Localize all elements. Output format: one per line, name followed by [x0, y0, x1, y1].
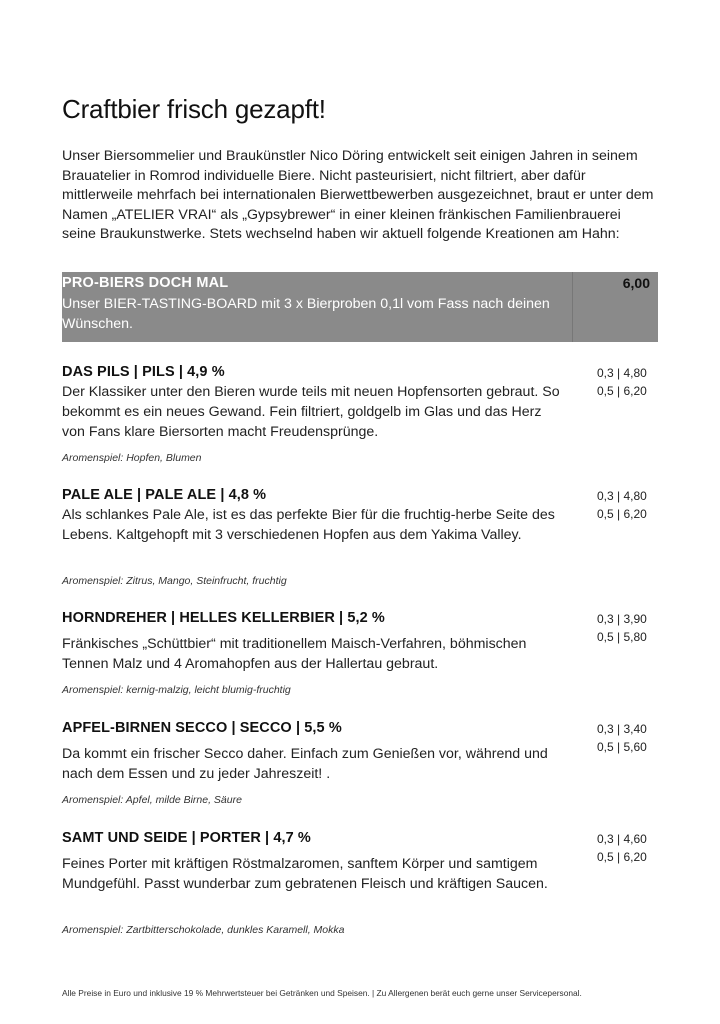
item-description: Der Klassiker unter den Bieren wurde teils mit neuen Hopfensorten gebraut. So bekommt es ein neues Gewand. Fein filtriert, goldgelb im Glas und das Herz von Fans klare Biersorten macht Freudensprünge.	[62, 384, 560, 440]
footer-note: Alle Preise in Euro und inklusive 19 % Mehrwertsteuer bei Getränken und Speisen. | Zu Allergenen berät euch gerne unser Servicepersonal.	[62, 988, 582, 998]
price-large: 0,5 | 6,20	[597, 850, 647, 864]
item-aroma: Aromenspiel: Apfel, milde Birne, Säure	[62, 794, 242, 806]
item-prices	[597, 487, 667, 523]
tasting-board-highlight	[62, 272, 658, 342]
item-aroma: Aromenspiel: Hopfen, Blumen	[62, 452, 202, 464]
price-small: 0,3 | 3,40	[597, 722, 647, 736]
price-large: 0,5 | 5,60	[597, 740, 647, 754]
item-name: PALE ALE | PALE ALE | 4,8 %	[62, 487, 267, 503]
item-aroma: Aromenspiel: kernig-malzig, leicht blumig-fruchtig	[62, 684, 291, 696]
item-prices	[597, 830, 667, 866]
item-aroma: Aromenspiel: Zartbitterschokolade, dunkles Karamell, Mokka	[62, 924, 345, 936]
page-title: Craftbier frisch gezapft!	[62, 94, 326, 124]
price-small: 0,3 | 4,80	[597, 489, 647, 503]
item-description: Fränkisches „Schüttbier“ mit traditionellem Maisch-Verfahren, böhmischen Tennen Malz und 4 Aromahopfen aus der Hallertau gebraut.	[62, 636, 527, 672]
item-description: Da kommt ein frischer Secco daher. Einfach zum Genießen vor, während und nach dem Essen und zu jeder Jahreszeit! .	[62, 746, 548, 782]
highlight-name: PRO-BIERS DOCH MAL	[62, 275, 229, 291]
item-name: DAS PILS | PILS | 4,9 %	[62, 364, 225, 380]
item-description: Als schlankes Pale Ale, ist es das perfekte Bier für die fruchtig-herbe Seite des Lebens. Kaltgehopft mit 3 verschiedenen Hopfen aus dem Yakima Valley.	[62, 507, 555, 543]
highlight-divider	[572, 272, 573, 342]
item-prices	[597, 720, 667, 756]
item-name: SAMT UND SEIDE | PORTER | 4,7 %	[62, 830, 311, 846]
item-description: Feines Porter mit kräftigen Röstmalzaromen, sanftem Körper und samtigem Mundgefühl. Passt wunderbar zum gebratenen Fleisch und kräftigen Saucen.	[62, 856, 548, 892]
intro-text: Unser Biersommelier und Braukünstler Nico Döring entwickelt seit einigen Jahren in seinem Brauatelier in Romrod individuelle Biere. Nicht pasteurisiert, nicht filtriert, aber dafür mittlerweile mehrfach bei internationalen Bierwettbewerben ausgezeichnet, braut er unter dem Namen „ATELIER VRAI“ als „Gypsybrewer“ in einer kleinen fränkischen Familienbrauerei seine Braukunstwerke. Stets wechselnd haben wir aktuell folgende Kreationen am Hahn:	[62, 148, 654, 243]
price-large: 0,5 | 6,20	[597, 507, 647, 521]
item-prices	[597, 364, 667, 400]
item-name: HORNDREHER | HELLES KELLERBIER | 5,2 %	[62, 610, 385, 626]
highlight-description: Unser BIER-TASTING-BOARD mit 3 x Bierproben 0,1l vom Fass nach deinen Wünschen.	[62, 296, 550, 332]
price-large: 0,5 | 5,80	[597, 630, 647, 644]
price-small: 0,3 | 3,90	[597, 612, 647, 626]
item-name: APFEL-BIRNEN SECCO | SECCO | 5,5 %	[62, 720, 342, 736]
price-large: 0,5 | 6,20	[597, 384, 647, 398]
highlight-price: 6,00	[622, 275, 650, 291]
item-prices	[597, 610, 667, 646]
price-small: 0,3 | 4,60	[597, 832, 647, 846]
price-small: 0,3 | 4,80	[597, 366, 647, 380]
item-aroma: Aromenspiel: Zitrus, Mango, Steinfrucht, fruchtig	[62, 575, 287, 587]
